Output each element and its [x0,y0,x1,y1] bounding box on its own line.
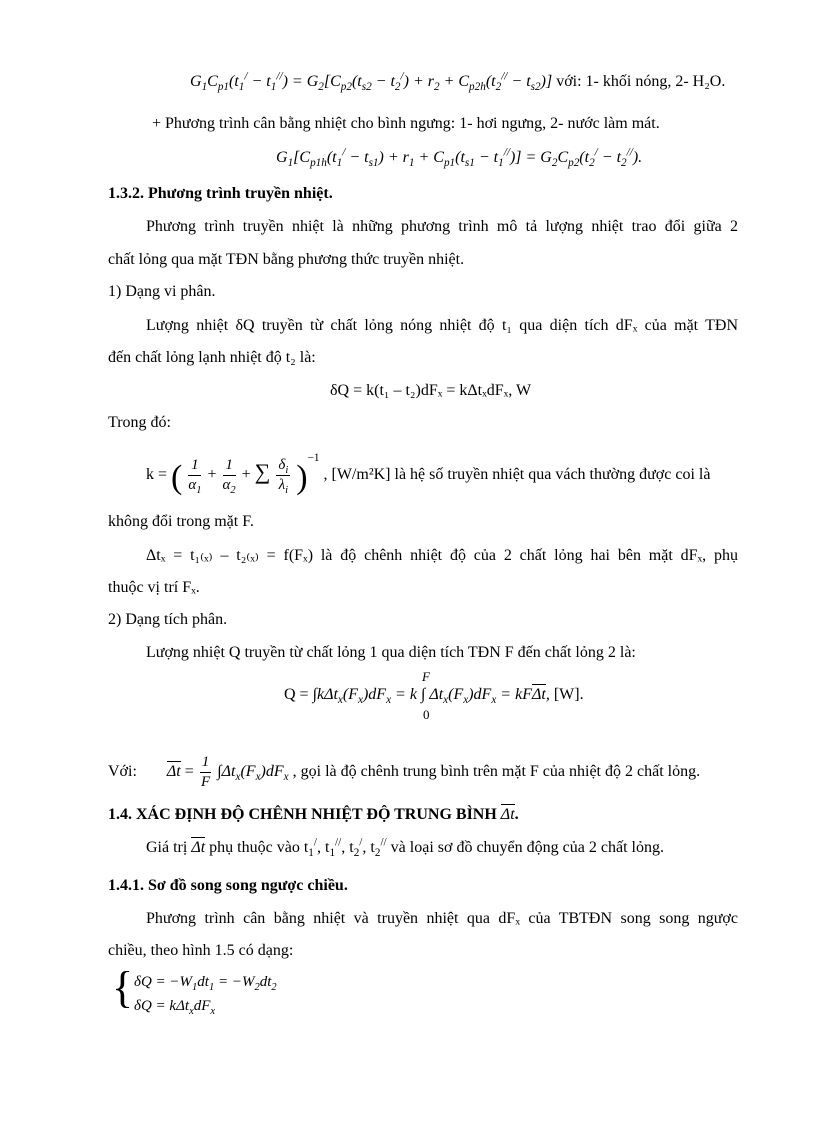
delta-t-definition-line-2: thuộc vị trí Fₓ. [108,579,200,596]
trong-do-label: Trong đó: [108,414,171,431]
paragraph-1-line-1: Phương trình truyền nhiệt là những phương trình mô tả lượng nhiệt trao đổi giữa 2 [146,218,738,235]
condenser-intro: + Phương trình cân bằng nhiệt cho bình ngưng: 1- hơi ngưng, 2- nước làm mát. [152,115,660,132]
average-delta-definition: Với: Δt = $\frac{1}{F}$ $\int\Delta t_x(F_x)dF_x$ , gọi là độ chênh trung bình trên mặt F của nhiệt độ 2 chất lỏng. [108,753,701,790]
heat-transfer-integral-equation: $Q = \int k\Delta t_x(F_x)dF_x = k$ F ∫ 0 $\Delta t_x(F_x)dF_x = kF\Delta t$, [W]. [284,669,584,722]
section-heading-1-4: 1.4. XÁC ĐỊNH ĐỘ CHÊNH NHIỆT ĐỘ TRUNG BÌNH Δt. [108,806,519,823]
system-equation-2: $\delta Q = k\Delta t_xdF_x$ [134,998,216,1017]
delta-t-definition-line-1: Δtₓ = t₁₍ₓ₎ – t₂₍ₓ₎ = f(Fₓ) là độ chênh nhiệt độ của 2 chất lỏng hai bên mặt dFₓ, phụ [146,547,738,564]
heat-balance-equation-2: $G_1[C_{p1h}(t_1^/ - t_{s1}) + r_1 + C_{p1}(t_{s1} - t_1^{//})] = G_2C_{p2}(t_2^/ - t_2^{//})$. [276,146,643,170]
voi-label: Với: [108,763,137,780]
list-item-1: 1) Dạng vi phân. [108,283,216,300]
system-equation-1: $\delta Q = -W_1dt_1 = -W_2dt_2$ [134,974,277,993]
eq1-suffix: với: 1- khối nóng, 2- H₂O. [556,73,726,90]
section-heading-1-3-2: 1.3.2. Phương trình truyền nhiệt. [108,185,333,202]
average-description: , gọi là độ chênh trung bình trên mặt F của nhiệt độ 2 chất lỏng. [292,763,701,780]
paragraph-1-line-2: chất lỏng qua mặt TĐN bằng phương thức truyền nhiệt. [108,251,465,268]
depends-line: Giá trị Δt phụ thuộc vào $t_1^/$, $t_1^{//}$, $t_2^/$, $t_2^{//}$ và loại sơ đồ chuyển động của 2 chất lỏng. [146,836,664,860]
k-coefficient-formula: k = ( $\frac{1}{\alpha_1}$ + $\frac{1}{\alpha_2}$ + ∑ $\frac{\delta_i}{\lambda_i}$ )$^{-1}$ , [W/m²K] là hệ số truyền nhiệt qua vách thường được coi là [146,452,711,496]
section-heading-1-4-1: 1.4.1. Sơ đồ song song ngược chiều. [108,877,348,894]
heat-balance-equation-1: $G_1C_{p1}(t_1^/ - t_1^{//}) = G_2[C_{p2}(t_{s2} - t_2^/) + r_2 + C_{p2h}(t_2^{//} - t_{s2})]$ với: 1- khối nóng, 2- H₂O. [190,70,726,94]
heat-transfer-differential-equation: δQ = k(t₁ – t₂)dFₓ = kΔtₓdFₓ, W [330,382,532,399]
list-item-2: 2) Dạng tích phân. [108,611,228,628]
k-description: , [W/m²K] là hệ số truyền nhiệt qua vách thường được coi là [323,466,711,483]
paragraph-4-line-1: Phương trình cân bằng nhiệt và truyền nhiệt qua dFₓ của TBTĐN song song ngược [146,910,738,927]
equation-system [112,963,332,1018]
system-brace: { [112,963,134,1012]
paragraph-3: Lượng nhiệt Q truyền từ chất lỏng 1 qua diện tích TĐN F đến chất lỏng 2 là: [146,644,636,661]
paragraph-2-line-2: đến chất lỏng lạnh nhiệt độ t₂ là: [108,349,316,366]
paragraph-4-line-2: chiều, theo hình 1.5 có dạng: [108,942,294,959]
paragraph-2-line-1: Lượng nhiệt δQ truyền từ chất lỏng nóng nhiệt độ t₁ qua diện tích dFₓ của mặt TĐN [146,317,738,334]
k-description-line-2: không đổi trong mặt F. [108,513,254,530]
